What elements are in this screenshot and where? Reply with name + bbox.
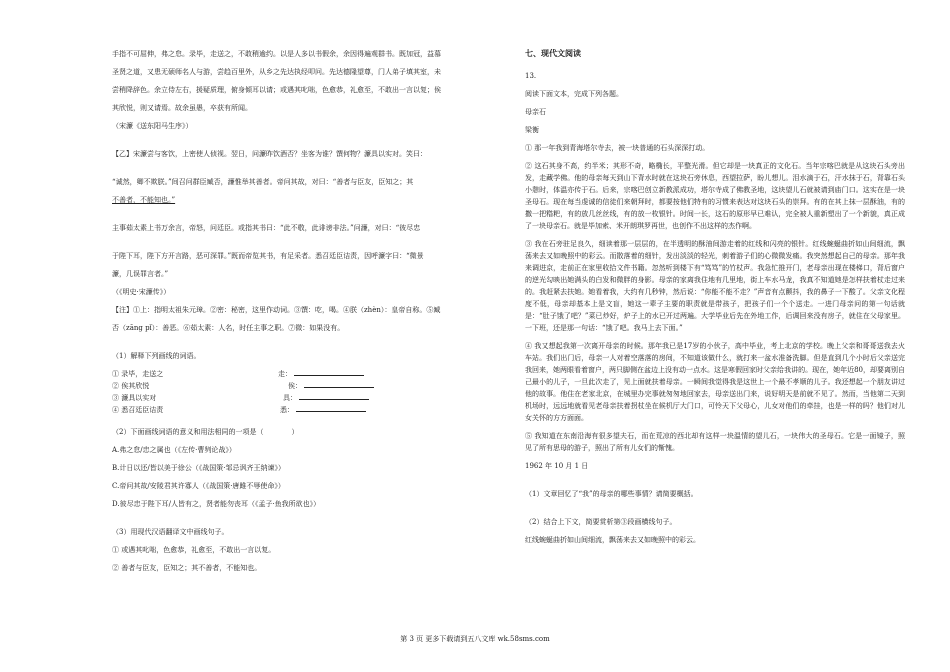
item-left: ④ 悉召廷臣诘责 [112,406,164,414]
passage-line-4: 其欣悦，则又请焉。故余虽愚，卒获有所闻。 [112,104,252,112]
item-left: ① 录毕，走送之 [112,370,164,378]
question-2: （2）结合上下文，简要赏析第③段画横线句子。 [525,518,677,526]
question-2-option: C.帝问其故/安陵君其许寡人（《战国策·唐雎不辱使命》） [112,482,285,490]
item-left: ③ 濂具以实对 [112,394,157,402]
question-2-option: B.计日以还/皆以美于徐公（《战国策·邹忌讽齐王纳谏》） [112,464,285,472]
passage-line-1: 手指不可屈伸，弗之怠。录毕，走送之，不敢稍逾约。以是人多以书假余，余因得遍观群书。既加冠，益慕 [112,50,441,58]
question-2-option: D.彼尽忠于陛下耳/人皆有之，贤者能勿丧耳（《孟子·鱼我所欲也》） [112,500,321,508]
question-2-option: A.弗之怠/忠之属也（《左传·曹刿论战》） [112,446,236,454]
item-right: 具： [283,392,369,404]
question-1-item [112,392,484,404]
paragraph-3: ③ 我在石旁驻足良久，细读着那一层层的，在半透明的酥油间游走着的红线和闪亮的银针。红线蜿蜒曲折如山间细流，飘荡来去又如晚照中的彩云。而散落着的细针，发出淡淡的轻光，刺着游子们的心微微发痛。我突然想起自己的母亲。那年我来调进京，走前正在家里收拾文件书籍。忽然听到楼下有“笃笃”的竹杖声。我急忙推开门，老母亲出现在楼梯口，背后窗户的逆光勾映出她满头的白发和微胖的身影。母亲的家离我住地有几里地，街上车水马龙，我真不知道她是怎样扶着杖走过来的。我赶紧去扶她。她看着我，大约有几秒钟，然后说：“你能不能不走？”声音有点颤抖，我的鼻子一下酸了。父亲文化程度不低，母亲却基本上是文盲，她这一辈子主要的职责就是带孩子，把孩子们一个个送走。一进门母亲问的第一句话就是：“肚子饿了吧？”菜已炒好，炉子上的水已开过两遍。大学毕业后先在外地工作，后调回来没有房子，就住在父母家里。一下班，还是那一句话：“饿了吧。我马上去下面。” [525,240,905,332]
question-1-title: （1）解释下列画线的词语。 [112,352,201,360]
yi-paragraph-1: 【乙】宋濂尝与客饮，上密使人侦视。翌日，问濂昨饮酒否？坐客为谁？馔何物？濂具以实对。笑曰： [112,150,427,158]
date: 1962 年 10 月 1 日 [525,462,589,470]
question-number: 13. [525,72,537,80]
question-3-title: （3）用现代汉语翻译文中画线句子。 [112,528,229,536]
section-title: 七、现代文阅读 [525,49,581,58]
item-left: ② 俟其欣悦 [112,382,150,390]
question-2-quote: 红线蜿蜒曲折如山间细流，飘荡来去又如晚照中的彩云。 [525,536,700,544]
article-author: 梁衡 [525,126,539,134]
right-column [525,48,905,552]
paragraph-4: ④ 我又想起我第一次离开母亲的时候。那年我已是17岁的小伙子，高中毕业，考上北京的学校。晚上父亲和哥哥送我去火车站。我们出门后，母亲一人对着空落落的房间，不知道该做什么，就打来一盆水准备洗脚。但是直到几个小时后父亲送完我回来，她两眼看着窗户，两只脚侧在盆边上没有动一点水。这是寒假回家时父亲给我讲的。现在，她年近80，却要离别自己最小的儿子，一旦此次走了，见上面就扶着母亲。一瞬间我觉得我是这世上一个最不孝顺的儿子。我还想起一个朋友讲过他的故事。他住在老家北京，在城里办完事就匆匆地回家去，母亲送出门来，说好明天是前就不见了。然而，当他第二天到机场时，远远地就看见老母亲扶着拐杖坐在候机厅大门口，可怜天下父母心，儿女对他们的牵挂，也是一样的吗？他们对儿女关怀的方方面面。 [525,342,905,422]
yi-paragraph-6: 濂，几误罪言者。” [112,270,169,278]
article-title: 母亲石 [525,108,546,116]
item-right: 走： [278,368,364,380]
question-1: （1）文章回忆了“我”的母亲的哪些事情？请简要概括。 [525,490,698,498]
passage-line-2: 圣贤之道，又患无硕师名人与游，尝趋百里外，从乡之先达执经叩问。先达德隆望尊，门人弟子填其室，未 [112,68,441,76]
paragraph-2: ② 这石其身不高，约半米；其形不奇，略椭长，平整光滑。但它却是一块真正的文化石。当年宗喀巴就是从这块石头旁出发，走藏学佛。他的母亲每天到山下背水时就在这块石旁休息，西望拉萨，盼儿想儿。泪水滴于石，汗水抹于石，背靠石头小憩时，体温亦传于石。后来，宗喀巴创立新教派成功，塔尔寺成了佛教圣地，这块望儿石就被请到庙门口。这实在是一块圣母石。现在每当虔诚的信徒们来朝拜时，都要按他们特有的习惯来表达对这块石头的崇拜。有的在其上抹一层酥油，有的撒一把糌粑，有的放几丝丝线，有的放一枚银针。时间一长，这石的原形早已难认，完全被人重新塑出了一个新貌，真正成了一块母亲石。就是毕加索、米开朗琪罗再世，也创作不出这样的杰作啊。 [525,162,905,230]
question-1-item [112,380,484,392]
paragraph-5: ⑤ 我知道在东南沿海有很多望夫石，而在荒凉的西北却有这样一块温情的望儿石，一块伟大的圣母石。它是一面镜子，照见了所有思母的游子，照出了所有儿女们的惭愧。 [525,432,905,452]
source-2: （《明史·宋濂传》） [112,288,171,296]
instruction: 阅读下面文本，完成下列各题。 [525,90,623,98]
question-3-item: ① 或遇其叱咄，色愈恭，礼愈至，不敢出一言以复。 [112,546,276,554]
question-2-title: （2）下面画线词语的意义和用法相同的一项是（ ） [112,428,299,436]
paragraph-1: ① 那一年我到青海塔尔寺去，被一块普通的石头深深打动。 [525,144,710,152]
left-column [112,48,484,580]
yi-paragraph-4: 主事茹太素上书万余言，帝怒，问廷臣。或指其书曰：“此不敬，此诽谤非法。”问濂，对曰：“彼尽忠 [112,224,421,232]
question-1-item [112,368,484,380]
passage-line-3: 尝稍降辞色。余立侍左右，援疑质理，俯身倾耳以请；或遇其叱咄，色愈恭，礼愈至，不敢出一言以复；俟 [112,86,441,94]
item-right: 俟： [288,380,374,392]
yi-paragraph-3: 不善者，不能知也。” [112,196,176,204]
note-line-1: 【注】①上：指明太祖朱元璋。②密：秘密，这里作动词。③馔：吃，喝。④朕（zhèn）：皇帝自称。⑤臧 [112,306,441,314]
yi-paragraph-5: 于陛下耳，陛下方开言路，恶可深罪。”既而帝览其书，有足采者。悉召廷臣诘责，因呼濂字曰：“微景 [112,252,424,260]
source-1: （宋濂《送东阳马生序》） [112,122,193,130]
item-right: 悉： [280,404,366,416]
yi-paragraph-2: “诚然，卿不欺朕。”间召问群臣臧否，濂惟举其善者。帝问其故，对曰：“善者与臣友，臣知之；其 [112,178,414,186]
question-1-item [112,404,484,416]
note-line-2: 否（zāng pǐ）：善恶。⑥茹太素：人名，时任主事之职。⑦微：如果没有。 [112,324,345,332]
page-footer: 第 3 页 更多下载请到五八文库 wk.58sms.com [400,635,550,643]
question-3-item: ② 善者与臣友，臣知之；其不善者，不能知也。 [112,564,262,572]
